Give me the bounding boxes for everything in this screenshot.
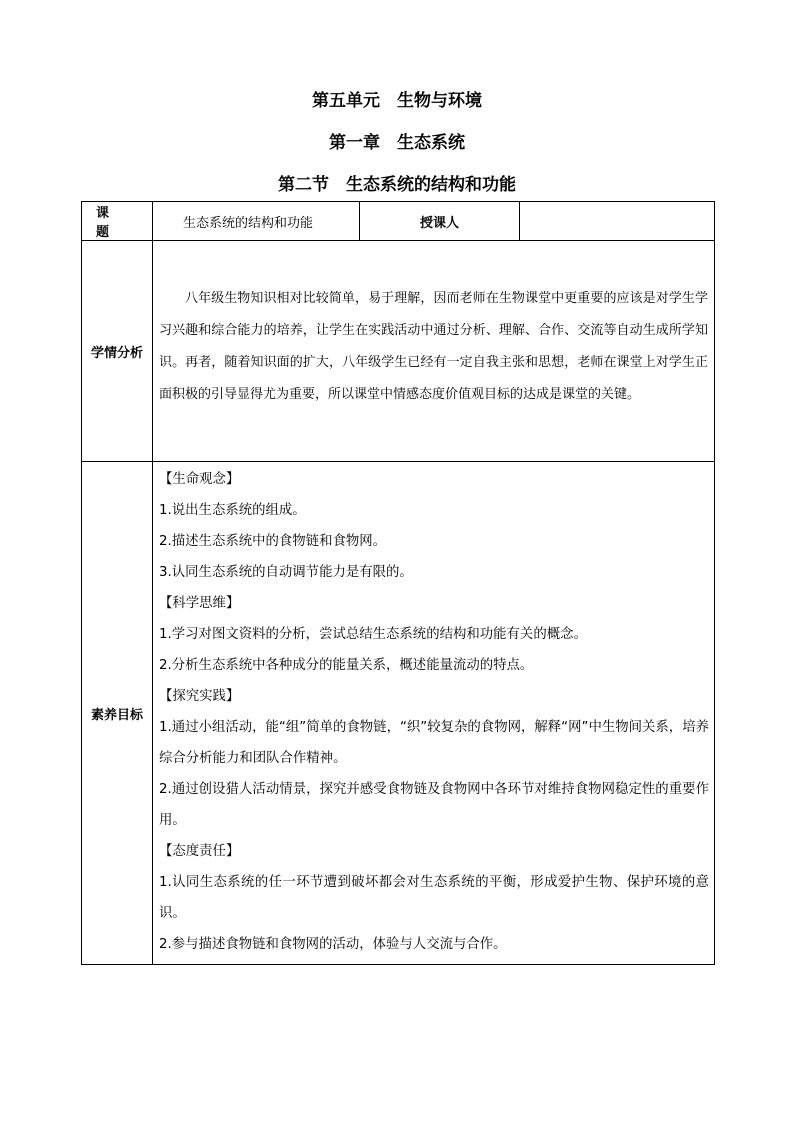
goal-item: 3.认同生态系统的自动调节能力是有限的。 bbox=[159, 565, 413, 580]
goal-heading-practice: 【探究实践】 bbox=[159, 689, 240, 704]
goals-row bbox=[82, 462, 715, 965]
goal-heading-attitude: 【态度责任】 bbox=[159, 844, 240, 859]
analysis-label: 学情分析 bbox=[82, 241, 153, 462]
goals-content bbox=[153, 462, 715, 965]
goal-item: 2.描述生态系统中的食物链和食物网。 bbox=[159, 534, 387, 549]
analysis-row bbox=[82, 241, 715, 462]
goal-item: 1.通过小组活动，能“组”简单的食物链，“织”较复杂的食物网，解释“网”中生物间关系，培养综合分析能力和团队合作精神。 bbox=[159, 720, 709, 766]
teacher-value bbox=[520, 202, 715, 241]
teacher-label: 授课人 bbox=[360, 202, 520, 241]
goal-item: 2.通过创设猎人活动情景，探究并感受食物链及食物网中各环节对维持食物网稳定性的重要作用。 bbox=[159, 782, 709, 828]
lesson-plan-table bbox=[81, 201, 715, 965]
section-title: 第二节 生态系统的结构和功能 bbox=[278, 175, 516, 195]
topic-label: 课 题 bbox=[82, 202, 153, 241]
goal-item: 1.学习对图文资料的分析，尝试总结生态系统的结构和功能有关的概念。 bbox=[159, 627, 587, 642]
analysis-text: 八年级生物知识相对比较简单，易于理解，因而老师在生物课堂中更重要的应该是对学生学习兴趣和综合能力的培养，让学生在实践活动中通过分析、理解、合作、交流等自动生成所学知识。再者，随着知识面的扩大，八年级学生已经有一定自我主张和思想，老师在课堂上对学生正面积极的引导显得尤为重要，所以课堂中情感态度价值观目标的达成是课堂的关键。 bbox=[153, 241, 715, 462]
unit-title: 第五单元 生物与环境 bbox=[312, 91, 482, 111]
topic-row bbox=[82, 202, 715, 241]
goals-label: 素养目标 bbox=[82, 462, 153, 965]
chapter-title: 第一章 生态系统 bbox=[329, 133, 465, 153]
goal-item: 1.说出生态系统的组成。 bbox=[159, 503, 306, 518]
goal-heading-thinking: 【科学思维】 bbox=[159, 596, 240, 611]
goal-heading-life: 【生命观念】 bbox=[159, 472, 240, 487]
goal-item: 1.认同生态系统的任一环节遭到破坏都会对生态系统的平衡，形成爱护生物、保护环境的意识。 bbox=[159, 875, 709, 921]
goal-item: 2.分析生态系统中各种成分的能量关系，概述能量流动的特点。 bbox=[159, 658, 534, 673]
goal-item: 2.参与描述食物链和食物网的活动，体验与人交流与合作。 bbox=[159, 937, 507, 952]
topic-value: 生态系统的结构和功能 bbox=[153, 202, 360, 241]
